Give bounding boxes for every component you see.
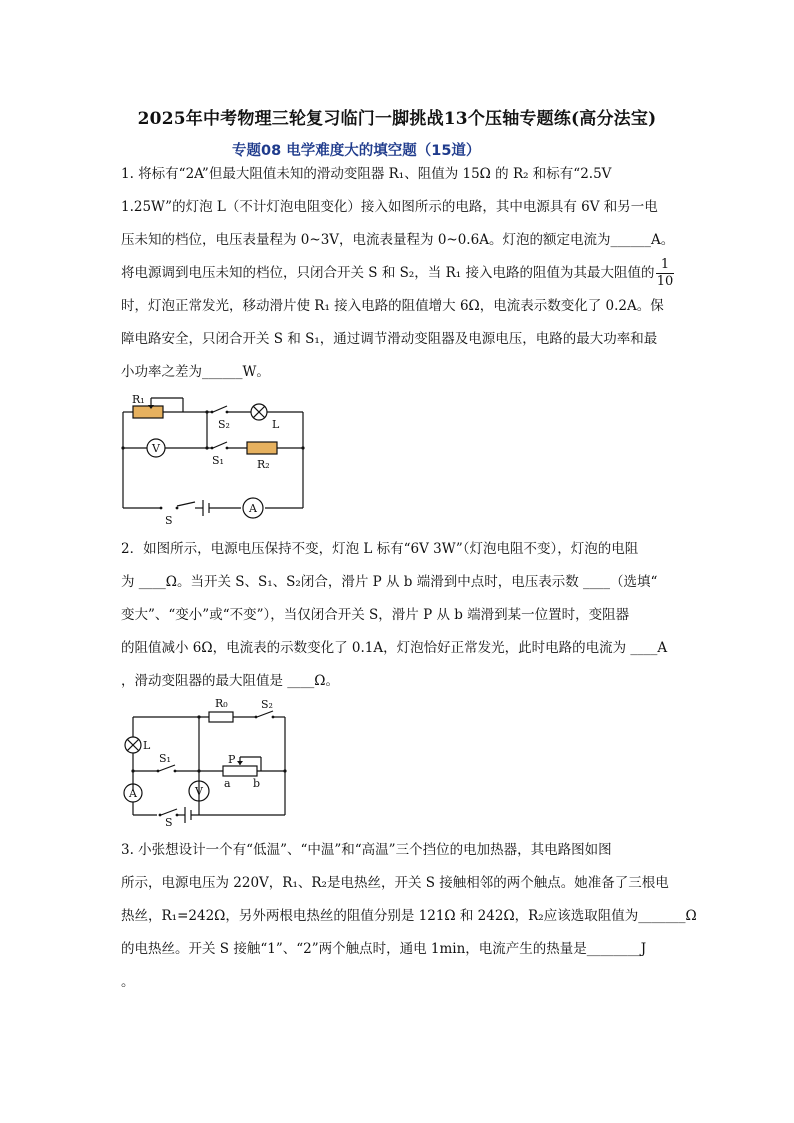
label-P: P [228,753,236,766]
label-R0: R₀ [215,697,228,710]
q2-line-2: 为 ____Ω。当开关 S、S₁、S₂闭合，滑片 P 从 b 端滑到中点时，电压表示数 ____（选填“ [121,574,658,590]
label-S2: S₂ [261,698,273,711]
label-R1: R₁ [132,393,145,406]
label-S2: S₂ [218,418,230,431]
question-1 [121,158,677,389]
label-V: V [195,785,203,798]
label-V: V [152,442,160,455]
label-L: L [272,418,280,431]
label-L: L [143,739,151,752]
circuit-diagram-2 [115,695,300,830]
q2-line-3: 变大”、“变小”或“不变”），当仅闭合开关 S，滑片 P 从 b 端滑到某一位置时，变阻器 [121,607,630,623]
q2-line-5: ，滑动变阻器的最大阻值是 ____Ω。 [121,673,339,689]
fraction-denominator: 10 [656,274,674,289]
label-S: S [165,816,173,829]
q2-line-1: 2．如图所示，电源电压保持不变，灯泡 L 标有“6V 3W”（灯泡电阻不变），灯泡的电阻 [121,541,639,557]
fraction-one-tenth [656,257,674,290]
q2-line-4: 的阻值减小 6Ω，电流表的示数变化了 0.1A，灯泡恰好正常发光，此时电路的电流为 ____A [121,640,668,656]
section-subtitle: 专题08 电学难度大的填空题（15道） [232,143,481,159]
label-S1: S₁ [212,454,224,467]
q1-line-1: 1. 将标有“2A”但最大阻值未知的滑动变阻器 R₁、阻值为 15Ω 的 R₂ 和标有“2.5V [121,166,612,182]
q1-line-5: 时，灯泡正常发光，移动滑片使 R₁ 接入电路的阻值增大 6Ω，电流表示数变化了 0.2A。保 [121,298,664,314]
q3-line-1: 3. 小张想设计一个有“低温”、“中温”和“高温”三个挡位的电加热器，其电路图如图 [121,842,612,858]
document-title: 2025年中考物理三轮复习临门一脚挑战13个压轴专题练(高分法宝) [137,109,657,129]
label-b: b [253,777,261,790]
label-R2: R₂ [257,458,270,471]
fraction-numerator: 1 [656,257,674,274]
question-2 [121,533,677,698]
label-a: a [224,777,231,790]
q1-line-7: 小功率之差为______W。 [121,364,270,380]
q3-line-3: 热丝，R₁=242Ω，另外两根电热丝的阻值分别是 121Ω 和 242Ω，R₂应该选取阻值为_______Ω [121,908,697,924]
label-A: A [249,502,257,515]
label-S: S [165,514,173,527]
question-3 [121,834,697,999]
q1-line-2: 1.25W”的灯泡 L（不计灯泡电阻变化）接入如图所示的电路，其中电源具有 6V 和另一电 [121,199,658,215]
q1-line-4: 将电源调到电压未知的档位，只闭合开关 S 和 S₂，当 R₁ 接入电路的阻值为其最大阻值的 [121,265,655,281]
label-S1: S₁ [159,752,171,765]
circuit-diagram-1 [115,390,315,530]
q1-line-3: 压未知的档位，电压表量程为 0~3V，电流表量程为 0~0.6A。灯泡的额定电流为______A。 [121,232,675,248]
q3-line-4: 的电热丝。开关 S 接触“1”、“2”两个触点时，通电 1min，电流产生的热量是________J [121,941,647,957]
label-A: A [129,787,137,800]
q1-line-6: 障电路安全，只闭合开关 S 和 S₁，通过调节滑动变阻器及电源电压，电路的最大功率和最 [121,331,658,347]
q3-line-5: 。 [121,974,135,990]
q3-line-2: 所示，电源电压为 220V，R₁、R₂是电热丝，开关 S 接触相邻的两个触点。她准备了三根电 [121,875,669,891]
